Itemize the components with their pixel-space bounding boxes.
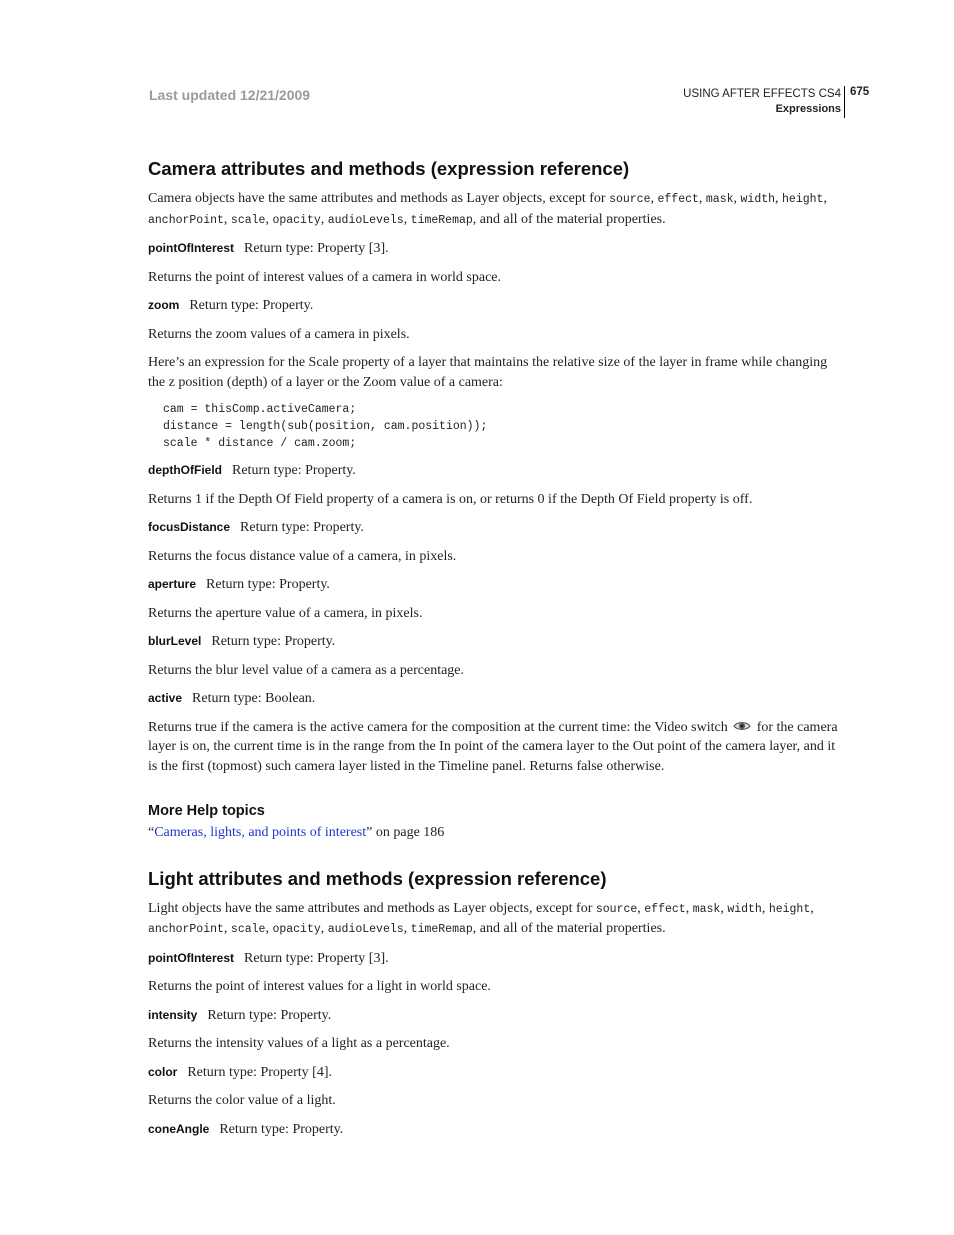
video-switch-eye-icon (733, 720, 751, 732)
entry-return-type: Return type: Property [3]. (244, 950, 389, 966)
entry-description: Returns the color value of a light. (148, 1093, 336, 1108)
entry-term: active (148, 691, 183, 705)
entry-term: coneAngle (148, 1121, 210, 1136)
chapter-title: Expressions (775, 103, 841, 115)
code-example (163, 401, 840, 452)
page-content (148, 156, 840, 1148)
entry-return-type: Return type: Property. (232, 463, 356, 478)
entry-return-type: Return type: Property [3]. (244, 241, 389, 256)
book-title: USING AFTER EFFECTS CS4 (683, 88, 841, 100)
entry-term: intensity (148, 1007, 198, 1022)
header-rule (844, 86, 845, 118)
entry-description: Returns the zoom values of a camera in pixels. (148, 326, 410, 342)
entry-light-point-of-interest (148, 949, 840, 969)
light-section-heading: Light attributes and methods (expression reference) (148, 867, 607, 889)
entry-term: depthOfField (148, 463, 222, 477)
entry-term: pointOfInterest (148, 950, 234, 965)
entry-return-type: Return type: Boolean. (192, 691, 316, 706)
entry-term: focusDistance (148, 520, 231, 534)
entry-return-type: Return type: Property. (219, 1121, 344, 1137)
entry-description: Returns the point of interest values of a camera in world space. (148, 269, 501, 285)
entry-term: color (148, 1064, 178, 1079)
entry-return-type: Return type: Property. (207, 1007, 332, 1023)
light-intro: Light objects have the same attributes and methods as Layer objects, except for source, effect, mask, width, height, anchorPoint, scale, opacity, audioLevels, timeRemap, and all of the material properties. (148, 900, 814, 936)
code-line: distance = length(sub(position, cam.position)); (163, 420, 488, 433)
code-line: cam = thisComp.activeCamera; (163, 403, 357, 416)
entry-return-type: Return type: Property. (211, 634, 336, 649)
entry-intensity (148, 1006, 840, 1026)
entry-return-type: Return type: Property. (206, 577, 330, 592)
more-help-heading: More Help topics (148, 803, 265, 819)
entry-return-type: Return type: Property. (240, 520, 364, 535)
entry-term: aperture (148, 577, 197, 591)
help-topic: “Cameras, lights, and points of interest” on page 186 (148, 825, 445, 840)
entry-description: Returns the point of interest values for a light in world space. (148, 979, 491, 994)
entry-return-type: Return type: Property. (189, 298, 314, 313)
entry-term: pointOfInterest (148, 241, 234, 255)
entry-description: Returns the intensity values of a light as a percentage. (148, 1036, 450, 1051)
entry-aperture (148, 575, 840, 595)
entry-description: Returns 1 if the Depth Of Field property of a camera is on, or returns 0 if the Depth Of Field property is off. (148, 491, 753, 507)
page-number: 675 (850, 86, 870, 98)
code-line: scale * distance / cam.zoom; (163, 437, 357, 450)
entry-color (148, 1063, 840, 1083)
entry-focus-distance (148, 518, 840, 538)
camera-intro: Camera objects have the same attributes and methods as Layer objects, except for source, effect, mask, width, height, anchorPoint, scale, opacity, audioLevels, timeRemap, and all of the material properties. (148, 191, 827, 227)
entry-term: blurLevel (148, 634, 202, 648)
running-header (683, 87, 841, 117)
entry-blur-level (148, 632, 840, 652)
entry-description: Returns the aperture value of a camera, in pixels. (148, 605, 423, 621)
entry-depth-of-field (148, 461, 840, 481)
entry-description: Returns the blur level value of a camera as a percentage. (148, 662, 465, 678)
entry-term: zoom (148, 298, 180, 312)
entry-zoom (148, 296, 840, 316)
last-updated: Last updated 12/21/2009 (149, 87, 311, 103)
help-topic-link[interactable]: Cameras, lights, and points of interest (154, 825, 367, 840)
entry-point-of-interest (148, 239, 840, 259)
camera-section-heading: Camera attributes and methods (expression reference) (148, 158, 630, 179)
expression-intro: Here’s an expression for the Scale property of a layer that maintains the relative size of the layer in frame while changing the z position (depth) of a layer or the Zoom value of a camera: (148, 355, 828, 390)
entry-return-type: Return type: Property [4]. (187, 1064, 332, 1080)
entry-cone-angle (148, 1120, 840, 1140)
entry-description: Returns true if the camera is the active camera for the composition at the current time: the Video switch for the camera layer is on, the current time is in the range from the In point of the camera layer to the Out point of the camera layer, and it is the first (topmost) such camera layer listed in the Timeline panel. Returns false otherwise. (148, 719, 838, 774)
entry-description: Returns the focus distance value of a camera, in pixels. (148, 548, 457, 564)
entry-active (148, 689, 840, 709)
